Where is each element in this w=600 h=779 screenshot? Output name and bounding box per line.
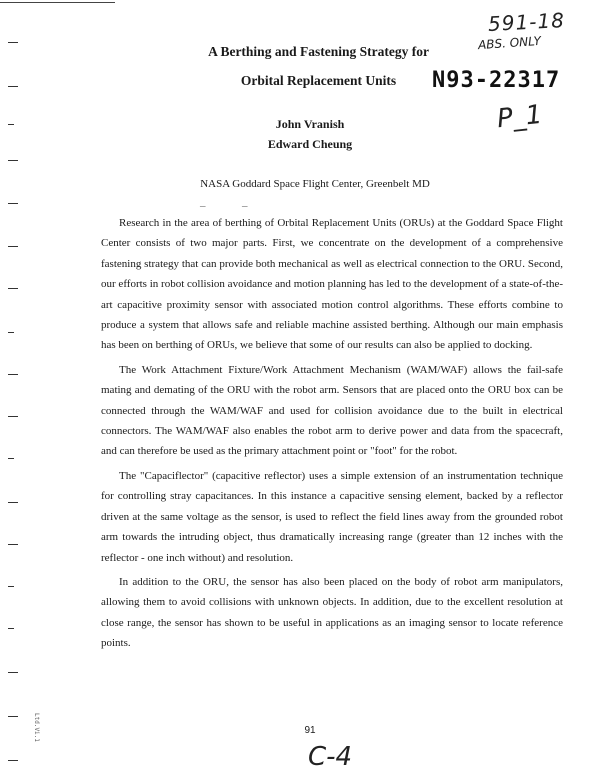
dash-mark: – xyxy=(200,200,206,212)
handwritten-bottom-mark: C-4 xyxy=(308,742,353,772)
author-2: Edward Cheung xyxy=(267,137,353,151)
handwritten-doc-number: 591-18 xyxy=(487,8,566,36)
margin-vertical-text: Ltd.Vi.1 xyxy=(33,713,40,742)
handwritten-page-mark: P_1 xyxy=(495,99,544,135)
paragraph-2: The Work Attachment Fixture/Work Attachment Mechanism (WAM/WAF) allows the fail-safe mating and demating of the ORU with the robot arm. Sensors that are placed onto the ORU box can be connected through the WAM/WAF and used for collision avoidance due to the built in electrical connectors. The WAM/WAF also enables the robot arm to derive power and data from the spacecraft, and can therefore be used as the primary attachment point or "foot" for the robot. xyxy=(101,363,563,458)
affiliation: NASA Goddard Space Flight Center, Greenbelt MD xyxy=(200,178,430,190)
title-line-2: Orbital Replacement Units xyxy=(240,73,397,88)
paragraph-1: Research in the area of berthing of Orbital Replacement Units (ORUs) at the Goddard Space Flight Center consists of two major parts. First, we concentrate on the development of a comprehensive fastening strategy that can provide both mechanical as well as electrical connection to the ORU. Second, our efforts in robot collision avoidance and motion planning has led to the development of a state-of-the-art capacitive proximity sensor with associated motion control algorithms. These efforts combine to produce a system that allows safe and reliable machine assisted berthing. Although our main emphasis has been on berthing of ORUs, we believe that some of our results can also be applied to docking. xyxy=(101,217,563,352)
left-margin-marks xyxy=(0,0,40,779)
paragraph-3: The "Capaciflector" (capacitive reflector) uses a simple extension of an instrumentation technique for controlling stray capacitances. In this instance a capacitive sensing element, backed by a reflector driven at the same voltage as the sensor, is used to reflect the field lines away from the grounded robot arm towards the intruding object, thus dramatically increasing range (greater than 12 inches with the reflector - one inch without) and resolution. xyxy=(101,469,563,564)
author-1: John Vranish xyxy=(275,117,345,131)
handwritten-abs-note: ABS. ONLY xyxy=(477,33,542,53)
paragraph-4: In addition to the ORU, the sensor has also been placed on the body of robot arm manipulators, allowing them to avoid collisions with unknown objects. In addition, due to the excellent resolution at close range, the sensor has shown to be useful in applications as an imaging sensor to locate reference points. xyxy=(101,575,563,650)
dash-mark: – xyxy=(242,200,248,212)
page-number: 91 xyxy=(304,725,316,736)
abstract-body xyxy=(101,213,563,658)
accession-number: N93-22317 xyxy=(432,68,561,93)
title-line-1: A Berthing and Fastening Strategy for xyxy=(208,44,429,59)
